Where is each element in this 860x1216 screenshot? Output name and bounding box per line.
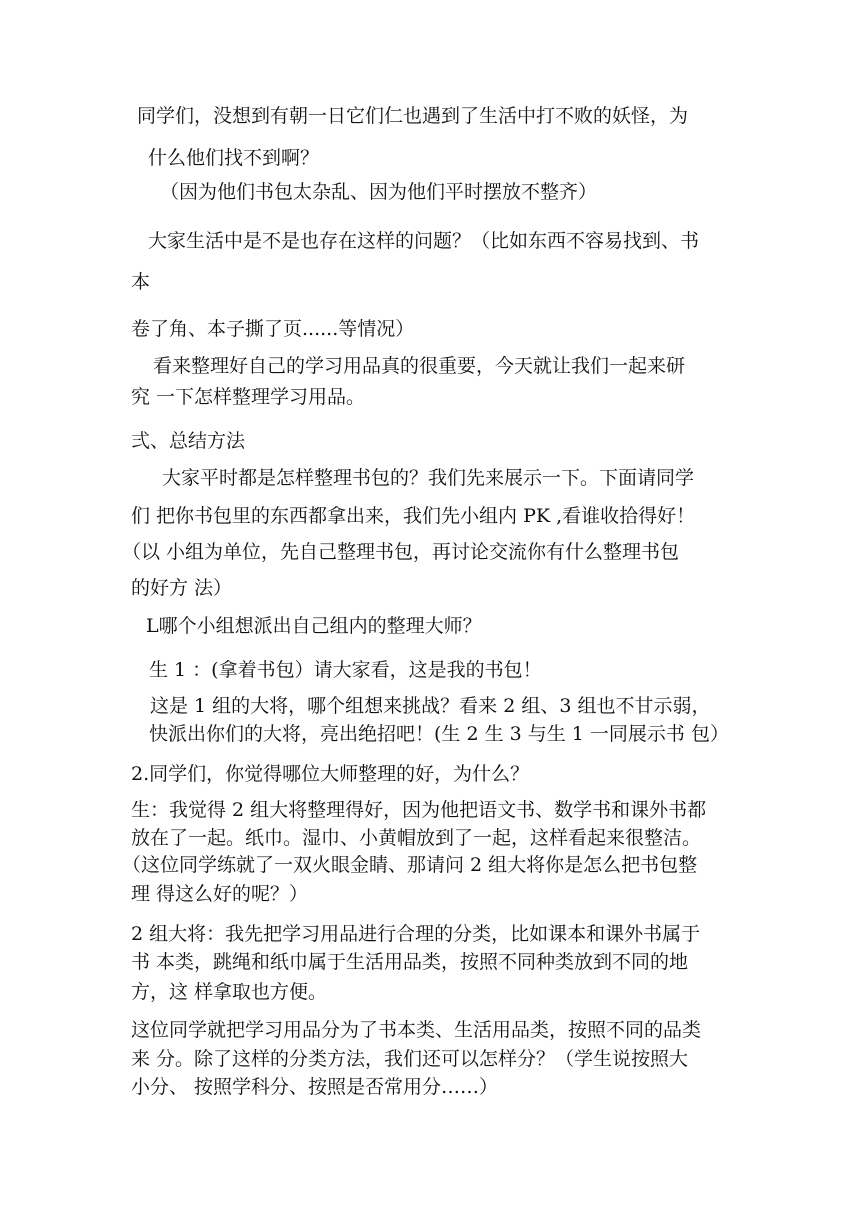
text-line: L哪个小组想派出自己组内的整理大师？ xyxy=(146,615,482,637)
text-line: 快派出你们的大将，亮出绝招吧！(生 2 生 3 与生 1 一同展示书 包） xyxy=(149,723,729,745)
text-line: 2.同学们，你觉得哪位大师整理的好，为什么？ xyxy=(131,763,530,785)
text-line: 大家平时都是怎样整理书包的？我们先来展示一下。下面请同学 xyxy=(162,467,695,489)
text-line: 书 本类，跳绳和纸巾属于生活用品类，按照不同种类放到不同的地 xyxy=(131,951,689,973)
text-line: 方，这 样拿取也方便。 xyxy=(131,981,328,1003)
text-line: 这是 1 组的大将，哪个组想来挑战？看来 2 组、3 组也不甘示弱， xyxy=(150,695,711,717)
text-line: 们 把你书包里的东西都拿出来，我们先小组内 PK ,看谁收拾得好！ xyxy=(131,505,696,527)
text-line: 生 1 ：(拿着书包）请大家看，这是我的书包！ xyxy=(149,659,542,681)
text-line: 什么他们找不到啊？ xyxy=(148,147,320,169)
section-heading: 弍、总结方法 xyxy=(131,430,246,452)
text-line: 小分、 按照学科分、按照是否常用分……） xyxy=(131,1076,499,1098)
text-line: （以 小组为单位，先自己整理书包，再讨论交流你有什么整理书包 xyxy=(122,541,680,563)
text-line: 大家生活中是不是也存在这样的问题？（比如东西不容易找到、书 xyxy=(148,230,700,252)
text-line: 理 得这么好的呢？） xyxy=(131,883,309,905)
text-line: 2 组大将：我先把学习用品进行合理的分类，比如课本和课外书属于 xyxy=(131,923,701,945)
text-line: 看来整理好自己的学习用品真的很重要，今天就让我们一起来研 xyxy=(153,355,686,377)
text-line: 卷了角、本子撕了页......等情况） xyxy=(131,318,415,340)
text-line: 生：我觉得 2 组大将整理得好，因为他把语文书、数学书和课外书都 xyxy=(131,799,707,821)
text-line: 来 分。除了这样的分类方法，我们还可以怎样分？（学生说按照大 xyxy=(131,1048,689,1070)
text-line: 究 一下怎样整理学习用品。 xyxy=(131,386,366,408)
text-line: （这位同学练就了一双火眼金睛、那请问 2 组大将你是怎么把书包整 xyxy=(122,854,698,876)
text-line: （因为他们书包太杂乱、因为他们平时摆放不整齐） xyxy=(160,181,598,203)
text-line: 这位同学就把学习用品分为了书本类、生活用品类，按照不同的品类 xyxy=(131,1019,702,1041)
text-line: 本 xyxy=(131,271,151,293)
text-line: 的好方 法） xyxy=(131,577,233,599)
text-line: 同学们，没想到有朝一日它们仁也遇到了生活中打不败的妖怪，为 xyxy=(137,105,689,127)
text-line: 放在了一起。纸巾。湿巾、小黄帽放到了一起，这样看起来很整洁。 xyxy=(131,827,702,849)
